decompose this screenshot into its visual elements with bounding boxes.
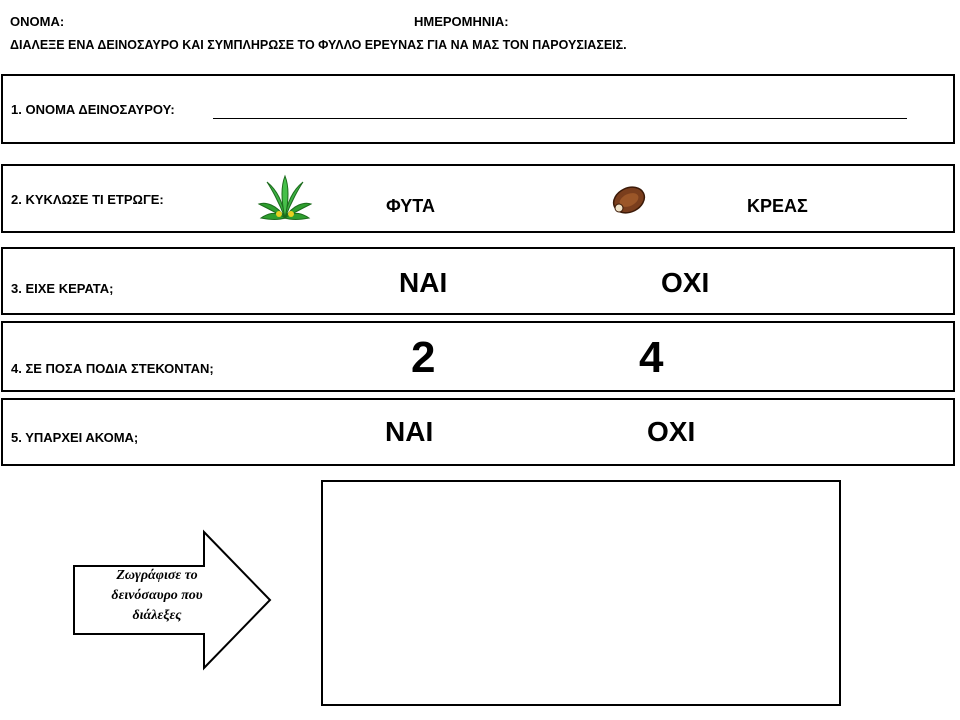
question-5-label: 5. ΥΠΑΡΧΕΙ ΑΚΟΜΑ; xyxy=(11,430,139,445)
question-1-label: 1. ΟΝΟΜΑ ΔΕΙΝΟΣΑΥΡΟΥ: xyxy=(11,102,175,117)
drawing-prompt xyxy=(76,566,238,626)
option-no[interactable]: ΟΧΙ xyxy=(647,416,696,447)
drawing-prompt-line: δεινόσαυρο που xyxy=(111,588,203,603)
meat-icon xyxy=(609,184,647,218)
option-two[interactable]: 2 xyxy=(411,333,436,382)
option-four[interactable]: 4 xyxy=(639,333,664,382)
drawing-prompt-line: Ζωγράφισε το xyxy=(116,568,198,583)
name-label: ΟΝΟΜΑ: xyxy=(10,14,65,29)
drawing-area[interactable] xyxy=(321,480,841,706)
date-label: ΗΜΕΡΟΜΗΝΙΑ: xyxy=(414,14,509,29)
option-no[interactable]: ΟΧΙ xyxy=(661,267,710,298)
option-yes[interactable]: ΝΑΙ xyxy=(385,416,434,447)
question-3-label: 3. ΕΙΧΕ ΚΕΡΑΤΑ; xyxy=(11,281,114,296)
question-4-label: 4. ΣΕ ΠΟΣΑ ΠΟΔΙΑ ΣΤΕΚΟΝΤΑΝ; xyxy=(11,361,214,376)
option-meat[interactable]: ΚΡΕΑΣ xyxy=(747,196,808,216)
drawing-prompt-line: διάλεξες xyxy=(132,608,182,623)
question-2-label: 2. ΚΥΚΛΩΣΕ ΤΙ ΕΤΡΩΓΕ: xyxy=(11,192,164,207)
instructions: ΔΙΑΛΕΞΕ ΕΝΑ ΔΕΙΝΟΣΑΥΡΟ ΚΑΙ ΣΥΜΠΛΗΡΩΣΕ ΤΟ ΦΥΛΛΟ ΕΡΕΥΝΑΣ ΓΙΑ ΝΑ ΜΑΣ ΤΟΝ ΠΑΡΟΥΣΙΑΣΕΙΣ. xyxy=(10,38,627,52)
option-yes[interactable]: ΝΑΙ xyxy=(399,267,448,298)
option-plants[interactable]: ΦΥΤΑ xyxy=(386,196,435,216)
answer-line[interactable] xyxy=(213,118,907,119)
